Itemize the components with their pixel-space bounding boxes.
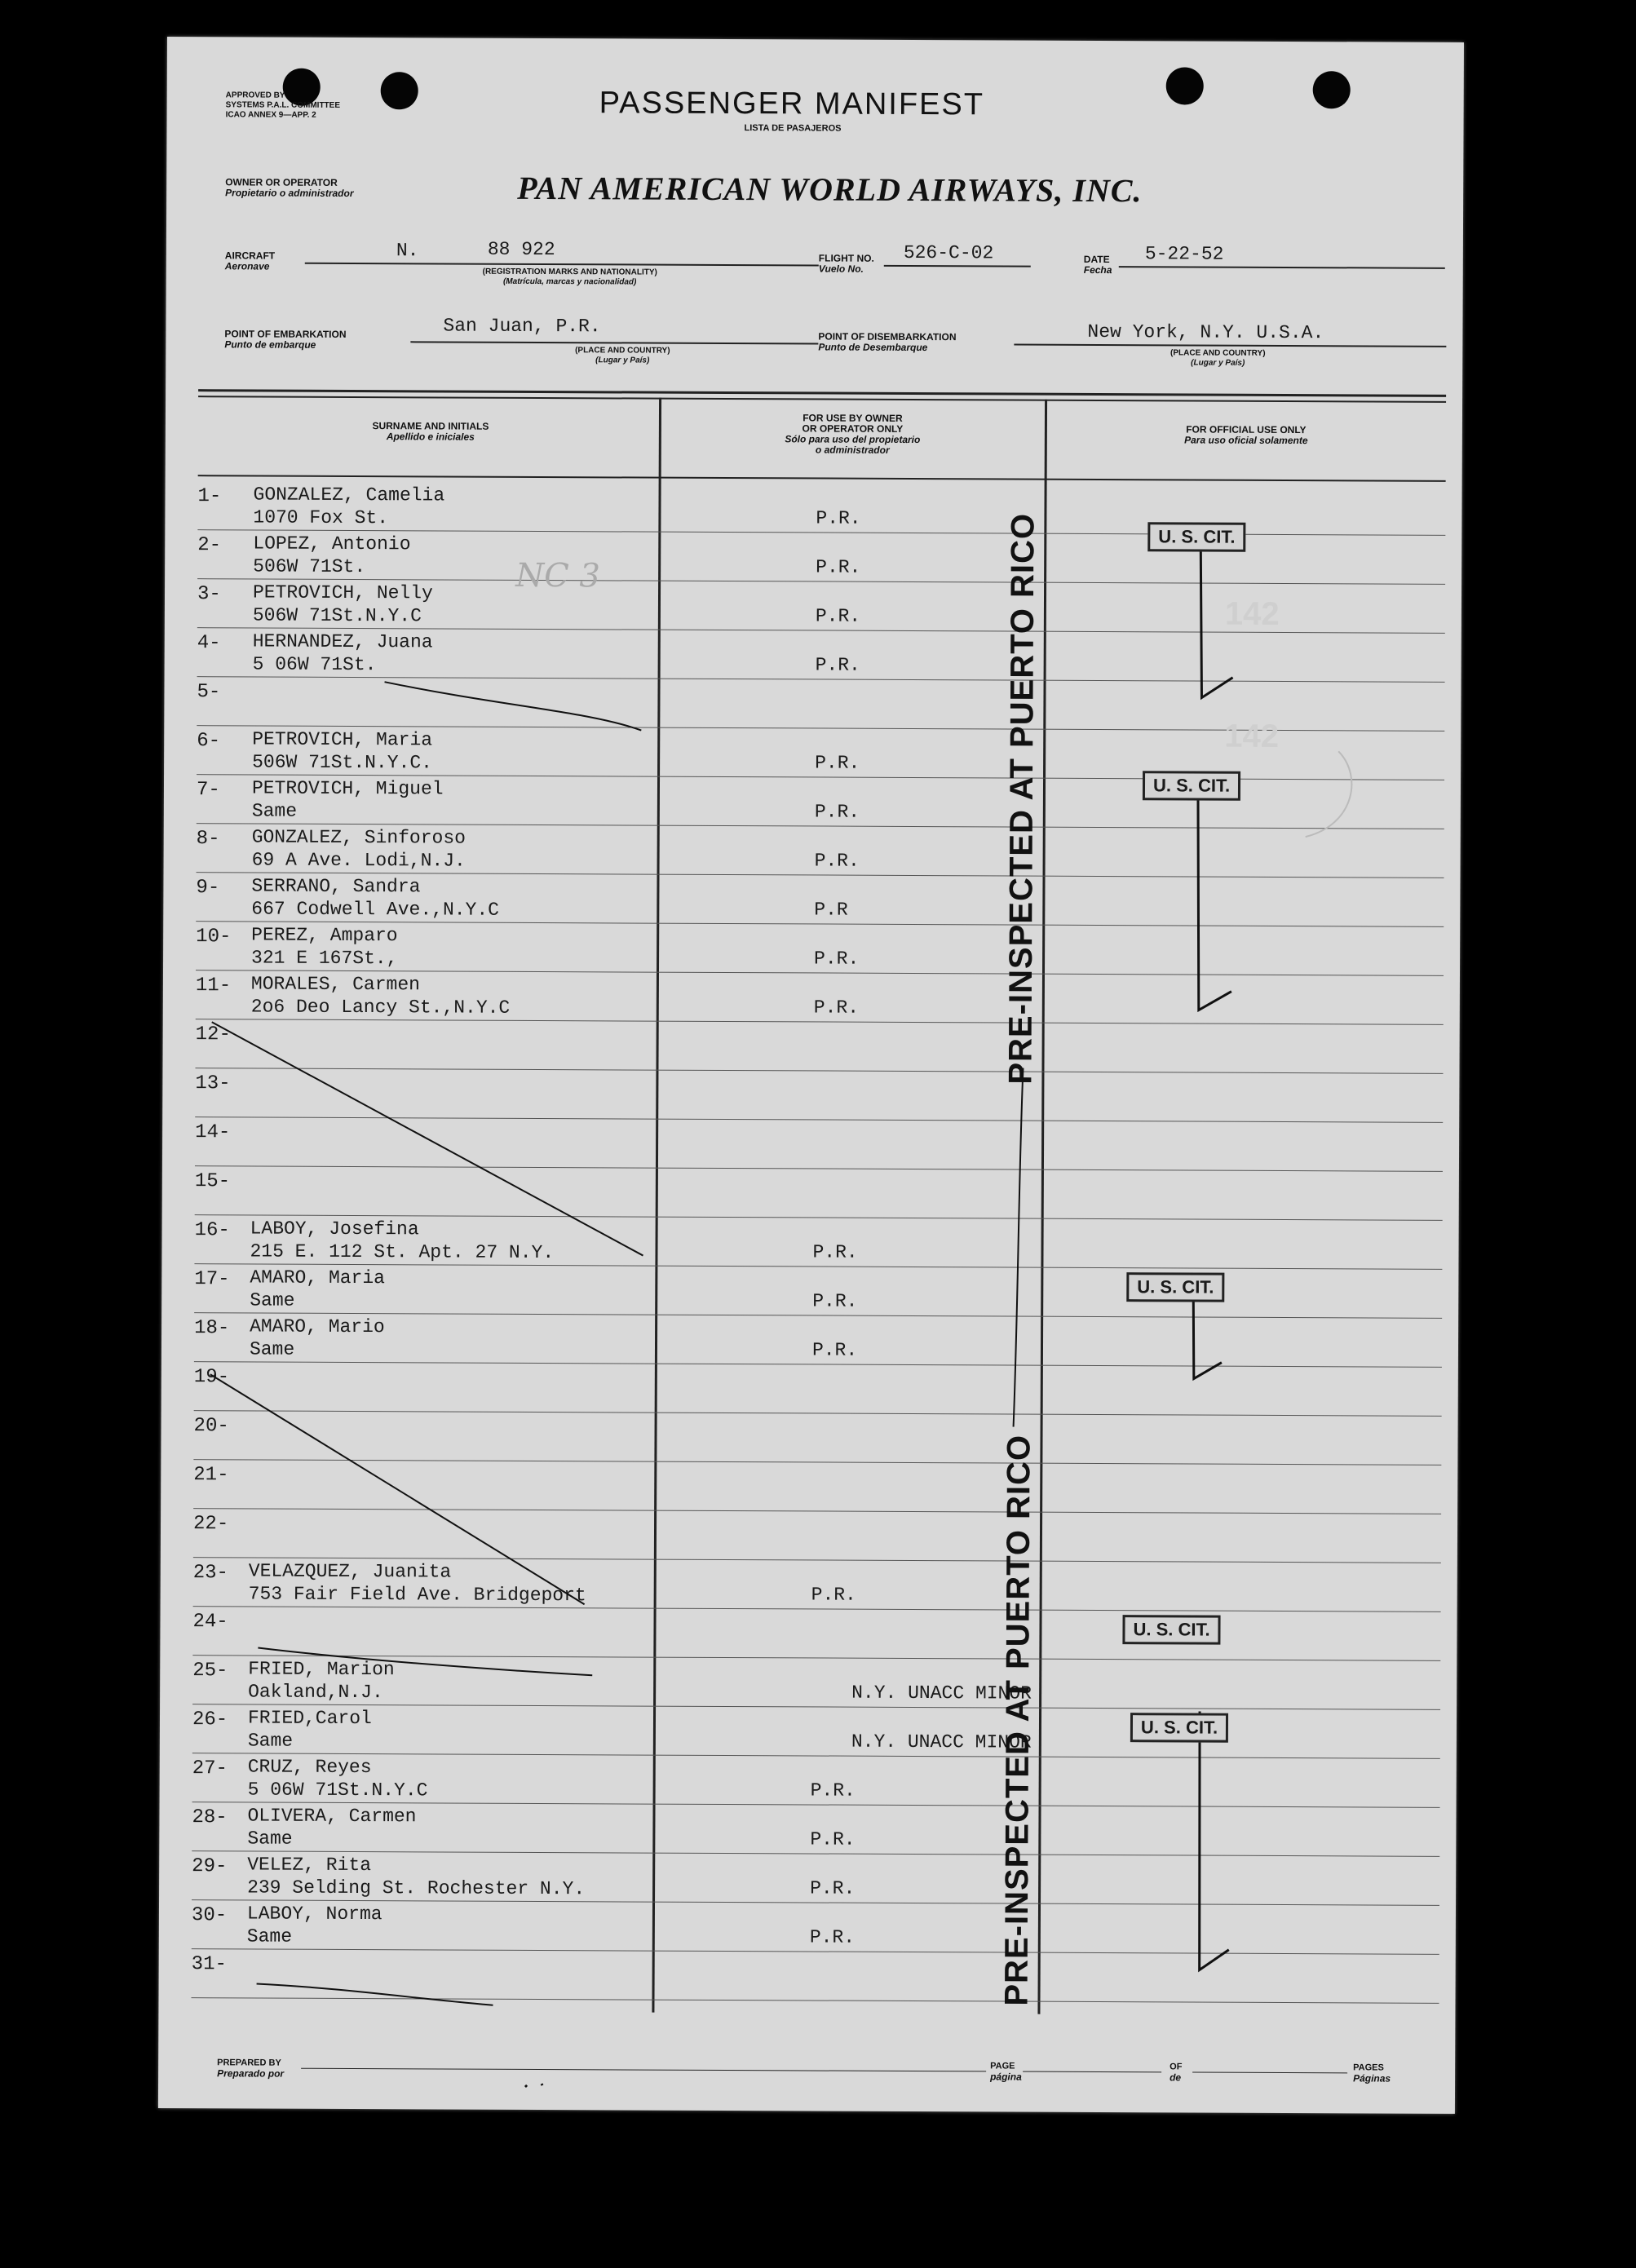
row-number: 19-: [193, 1366, 230, 1389]
row-number: 5-: [197, 681, 221, 704]
embark-label-en: POINT OF EMBARKATION: [224, 328, 347, 340]
passenger-address: 506W 71St.: [253, 555, 366, 578]
disembark-value: New York, N.Y. U.S.A.: [1087, 321, 1324, 344]
owner-code: P.R.: [814, 801, 860, 823]
passenger-name: SERRANO, Sandra: [251, 875, 421, 898]
row-number: 20-: [193, 1415, 229, 1438]
pen-marks: [158, 37, 1464, 2114]
us-citizen-stamp: U. S. CIT.: [1143, 771, 1240, 801]
passenger-address: Same: [247, 1828, 293, 1850]
date-value: 5-22-52: [1144, 243, 1224, 265]
row-number: 15-: [194, 1170, 231, 1193]
page-label-en: PAGE: [990, 2061, 1015, 2071]
registration-note-en: (REGISTRATION MARKS AND NATIONALITY): [482, 267, 657, 277]
prepared-by-en: PREPARED BY: [217, 2058, 281, 2068]
aircraft-prefix: N.: [396, 240, 419, 262]
registration-note-es: (Matrícula, marcas y nacionalidad): [502, 276, 637, 287]
embark-label-es: Punto de embarque: [224, 338, 316, 351]
place-note-en: (PLACE AND COUNTRY): [1170, 348, 1266, 358]
disembark-label-en: POINT OF DISEMBARKATION: [818, 330, 957, 343]
passenger-name: GONZALEZ, Sinforoso: [251, 826, 466, 849]
approval-line: ICAO ANNEX 9—APP. 2: [225, 110, 316, 120]
col-header-owner-l2: OR OPERATOR ONLY: [802, 422, 904, 435]
passenger-address: 506W 71St.N.Y.C: [252, 604, 422, 627]
pen-stroke: [1197, 792, 1232, 1010]
pages-label: [1353, 2062, 1391, 2084]
passenger-address: 1070 Fox St.: [253, 506, 389, 529]
owner-code: P.R.: [812, 1241, 858, 1263]
preinspected-stamp: PRE-INSPECTED AT PUERTO RICO: [998, 1434, 1037, 2006]
row-number: 21-: [193, 1464, 229, 1487]
place-note-es: (Lugar y País): [1191, 358, 1245, 368]
us-citizen-stamp: U. S. CIT.: [1147, 522, 1245, 552]
row-number: 30-: [191, 1904, 228, 1927]
row-number: 29-: [192, 1855, 228, 1878]
page-subtitle: LISTA DE PASAJEROS: [744, 123, 842, 134]
passenger-name: MORALES, Carmen: [250, 973, 421, 996]
handwritten-note: NC 3: [515, 556, 601, 595]
col-header-name-en: SURNAME AND INITIALS: [372, 420, 489, 432]
passenger-address: 215 E. 112 St. Apt. 27 N.Y.: [250, 1240, 555, 1264]
watermark-number: 142: [1224, 595, 1280, 632]
col-header-official-en: FOR OFFICIAL USE ONLY: [1186, 423, 1307, 436]
place-note-es: (Lugar y País): [595, 356, 650, 365]
row-number: 17-: [194, 1268, 230, 1291]
owner-code: N.Y. UNACC MINOR: [851, 1731, 1032, 1753]
row-number: 6-: [197, 730, 221, 753]
owner-code: P.R.: [810, 1828, 856, 1850]
row-number: 11-: [195, 975, 232, 997]
row-number: 1-: [197, 485, 222, 508]
owner-code: P.R.: [814, 948, 860, 970]
row-number: 3-: [197, 583, 221, 606]
pen-stroke: [525, 2084, 542, 2087]
row-number: 10-: [196, 926, 232, 948]
owner-code: P.R.: [810, 1877, 856, 1899]
passenger-name: VELAZQUEZ, Juanita: [248, 1560, 452, 1583]
passenger-name: OLIVERA, Carmen: [247, 1805, 417, 1828]
col-header-official-es: Para uso oficial solamente: [1184, 434, 1308, 447]
passenger-name: VELEZ, Rita: [247, 1854, 372, 1877]
row-number: 25-: [192, 1660, 228, 1682]
owner-code: P.R.: [814, 850, 860, 872]
watermark-number: 142: [1224, 718, 1280, 754]
owner-code: P.R.: [816, 556, 861, 578]
passenger-address: 5 06W 71St.N.Y.C: [247, 1779, 428, 1802]
col-header-owner-es1: Sólo para uso del propietario: [785, 433, 921, 446]
passenger-address: 5 06W 71St.: [252, 653, 377, 676]
passenger-address: Same: [251, 800, 298, 822]
place-note-en: (PLACE AND COUNTRY): [575, 346, 670, 356]
passenger-name: CRUZ, Reyes: [247, 1756, 372, 1779]
of-label-es: de: [1170, 2071, 1182, 2084]
flight-label-es: Vuelo No.: [818, 263, 864, 275]
passenger-name: LOPEZ, Antonio: [253, 533, 411, 555]
row-number: 2-: [197, 534, 222, 557]
passenger-address: 506W 71St.N.Y.C.: [252, 751, 433, 774]
row-number: 4-: [197, 632, 221, 655]
pen-stroke: [210, 1374, 586, 1607]
of-label: [1170, 2062, 1182, 2083]
aircraft-value: 88 922: [487, 238, 555, 261]
owner-code: P.R.: [811, 1339, 858, 1361]
us-citizen-stamp: U. S. CIT.: [1126, 1272, 1224, 1302]
passenger-address: 69 A Ave. Lodi,N.J.: [251, 849, 466, 872]
date-label-es: Fecha: [1083, 263, 1112, 276]
preinspected-stamp: PRE-INSPECTED AT PUERTO RICO: [1002, 512, 1041, 1085]
row-number: 18-: [194, 1317, 230, 1340]
row-number: 14-: [195, 1121, 231, 1144]
page-label-es: página: [990, 2071, 1022, 2083]
passenger-address: Same: [247, 1730, 294, 1752]
row-number: 31-: [191, 1953, 227, 1976]
passenger-name: FRIED,Carol: [247, 1707, 372, 1730]
owner-code: P.R.: [816, 507, 861, 529]
approval-line: SYSTEMS P.A.L. COMMITTEE: [225, 100, 341, 110]
passenger-name: PETROVICH, Nelly: [252, 581, 433, 604]
owner-label-en: OWNER OR OPERATOR: [225, 176, 338, 188]
owner-code: P.R.: [810, 1779, 856, 1802]
pages-label-en: PAGES: [1353, 2062, 1384, 2073]
passenger-address: Same: [250, 1289, 295, 1311]
flight-label-en: FLIGHT NO.: [818, 252, 874, 264]
owner-code: P.R.: [809, 1926, 856, 1948]
row-number: 22-: [192, 1513, 229, 1536]
approval-line: APPROVED BY: [225, 91, 285, 100]
pen-stroke: [258, 1648, 592, 1676]
row-number: 24-: [192, 1611, 228, 1634]
passenger-name: PEREZ, Amparo: [251, 924, 398, 947]
row-number: 7-: [196, 779, 220, 802]
row-number: 13-: [195, 1072, 231, 1095]
aircraft-label-es: Aeronave: [224, 260, 270, 272]
owner-code: P.R: [814, 899, 848, 921]
col-header-owner-es2: o administrador: [815, 444, 890, 456]
passenger-address: Same: [249, 1338, 295, 1360]
passenger-name: HERNANDEZ, Juana: [252, 630, 433, 653]
pen-stroke: [256, 1984, 493, 2005]
page-label: [990, 2061, 1022, 2082]
passenger-name: AMARO, Mario: [250, 1315, 385, 1338]
owner-code: P.R.: [815, 605, 861, 627]
aircraft-label-en: AIRCRAFT: [224, 250, 276, 262]
owner-label-es: Propietario o administrador: [225, 187, 354, 199]
us-citizen-stamp: U. S. CIT.: [1130, 1713, 1228, 1743]
passenger-address: 753 Fair Field Ave. Bridgeport: [248, 1583, 586, 1607]
row-number: 23-: [192, 1562, 229, 1585]
of-label-en: OF: [1170, 2062, 1183, 2072]
pen-stroke: [1199, 1712, 1230, 1970]
row-number: 9-: [196, 877, 220, 900]
row-number: 26-: [192, 1709, 228, 1731]
row-number: 28-: [192, 1806, 228, 1829]
owner-code: P.R.: [813, 997, 860, 1019]
owner-code: P.R.: [815, 654, 860, 676]
passenger-name: LABOY, Norma: [246, 1903, 382, 1925]
prepared-by-es: Preparado por: [217, 2067, 285, 2080]
passenger-address: 321 E 167St.,: [251, 947, 398, 970]
passenger-address: Same: [246, 1925, 293, 1947]
manifest-sheet: [158, 37, 1464, 2114]
row-number: 27-: [192, 1757, 228, 1780]
row-number: 8-: [196, 828, 220, 851]
pen-stroke: [210, 1022, 643, 1255]
col-header-name-es: Apellido e iniciales: [386, 431, 475, 443]
passenger-address: 239 Selding St. Rochester N.Y.: [247, 1877, 586, 1900]
row-number: 12-: [195, 1023, 231, 1046]
embark-value: San Juan, P.R.: [443, 315, 601, 338]
pen-stroke: [1014, 1068, 1024, 1427]
passenger-name: LABOY, Josefina: [250, 1218, 419, 1240]
prepared-by-label: [217, 2058, 284, 2079]
pages-label-es: Páginas: [1353, 2072, 1391, 2085]
owner-code: N.Y. UNACC MINOR: [851, 1682, 1032, 1704]
passenger-address: 2o6 Deo Lancy St.,N.Y.C: [250, 996, 511, 1019]
owner-code: P.R.: [811, 1584, 856, 1606]
passenger-name: GONZALEZ, Camelia: [253, 484, 445, 506]
passenger-name: PETROVICH, Maria: [252, 728, 433, 751]
page-title: PASSENGER MANIFEST: [599, 86, 985, 122]
owner-code: P.R.: [812, 1290, 858, 1312]
us-citizen-stamp: U. S. CIT.: [1122, 1615, 1220, 1645]
operator-name: PAN AMERICAN WORLD AIRWAYS, INC.: [517, 169, 1143, 210]
passenger-address: Oakland,N.J.: [248, 1681, 383, 1704]
passenger-address: 667 Codwell Ave.,N.Y.C: [251, 898, 500, 921]
date-label-en: DATE: [1083, 253, 1110, 266]
flight-value: 526-C-02: [903, 241, 994, 264]
passenger-name: AMARO, Maria: [250, 1267, 386, 1289]
pen-stroke: [384, 682, 641, 730]
col-header-owner-l1: FOR USE BY OWNER: [803, 412, 903, 424]
pen-stroke: [1306, 751, 1352, 837]
pen-stroke: [1193, 1298, 1222, 1379]
passenger-name: PETROVICH, Miguel: [251, 777, 444, 800]
passenger-name: FRIED, Marion: [248, 1658, 395, 1681]
owner-code: P.R.: [815, 752, 860, 774]
row-number: 16-: [194, 1219, 230, 1242]
disembark-label-es: Punto de Desembarque: [818, 341, 928, 354]
